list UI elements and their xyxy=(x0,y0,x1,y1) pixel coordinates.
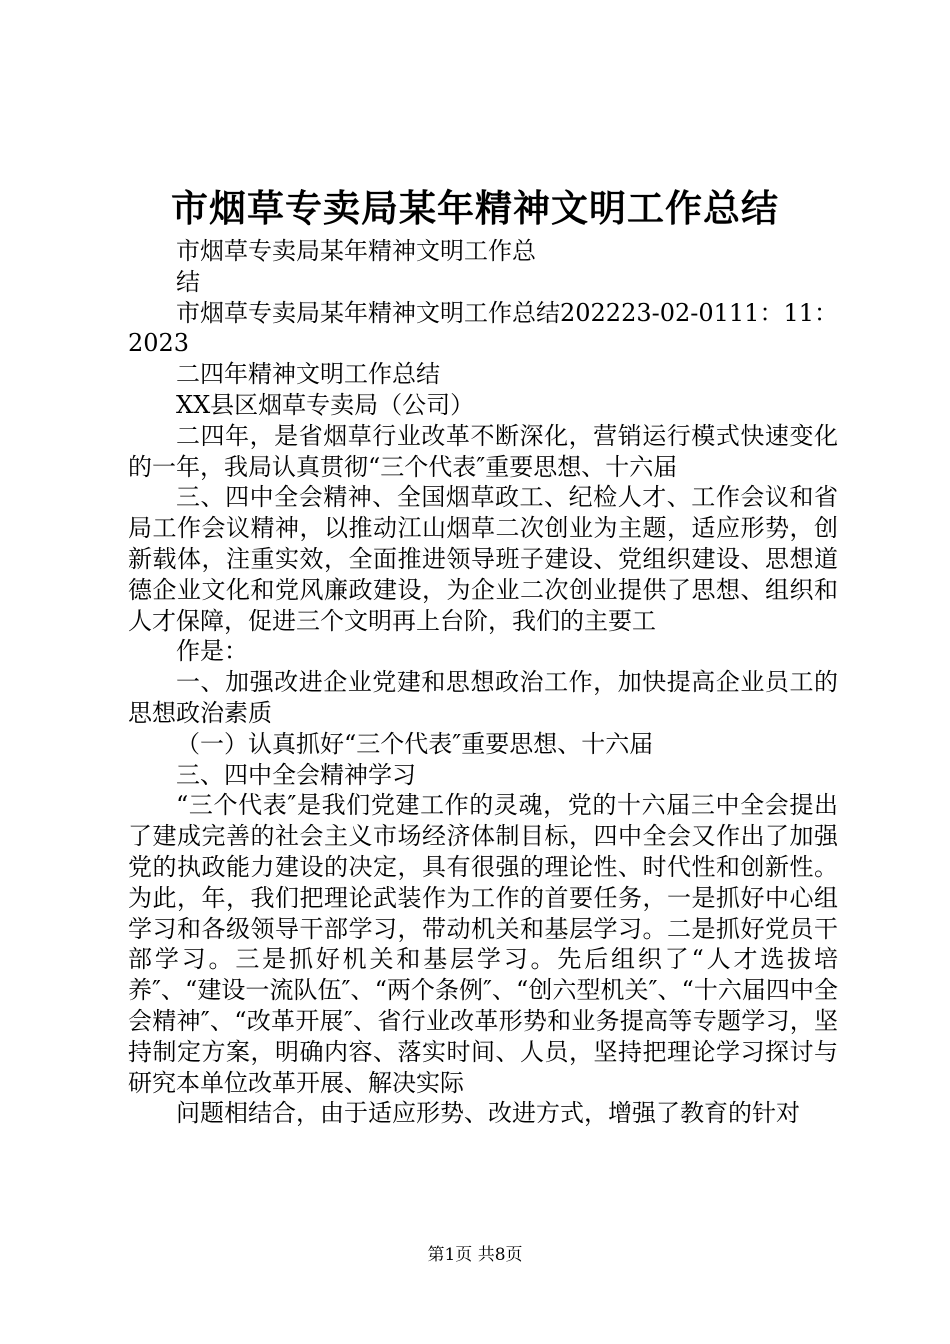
paragraph: 二四年，是省烟草行业改革不断深化，营销运行模式快速变化的一年，我局认真贯彻“三个代表″重要思想、十六届 xyxy=(128,421,838,481)
paragraph: 二四年精神文明工作总结 xyxy=(176,360,440,389)
paragraph: 三、四中全会精神、全国烟草政工、纪检人才、工作会议和省局工作会议精神，以推动江山烟草二次创业为主题，适应形势，创新载体，注重实效，全面推进领导班子建设、党组织建设、思想道德企业文化和党风廉政建设，为企业二次创业提供了思想、组织和人才保障，促进三个文明再上台阶，我们的主要工 xyxy=(128,483,838,635)
paragraph: 结 xyxy=(176,267,200,296)
paragraph: 一、加强改进企业党建和思想政治工作，加快提高企业员工的思想政治素质 xyxy=(128,668,838,727)
document-title: 市烟草专卖局某年精神文明工作总结 xyxy=(171,186,779,230)
paragraph: 三、四中全会精神学习 xyxy=(176,760,416,789)
paragraph: 市烟草专卖局某年精神文明工作总结202223-02-0111：11：2023 xyxy=(128,298,838,358)
paragraph: （一）认真抓好“三个代表″重要思想、十六届 xyxy=(176,729,654,758)
page-number-footer: 第1页 共8页 xyxy=(427,1245,523,1265)
paragraph: 市烟草专卖局某年精神文明工作总 xyxy=(176,237,536,265)
paragraph: “三个代表″是我们党建工作的灵魂，党的十六届三中全会提出了建成完善的社会主义市场经济体制目标，四中全会又作出了加强党的执政能力建设的决定，具有很强的理论性、时代性和创新性。为此，年，我们把理论武装作为工作的首要任务，一是抓好中心组学习和各级领导干部学习，带动机关和基层学习。二是抓好党员干部学习。三是抓好机关和基层学习。先后组织了“人才选拔培养″、“建设一流队伍″、“两个条例″、“创六型机关″、“十六届四中全会精神″、“改革开展″、省行业改革形势和业务提高等专题学习，坚持制定方案，明确内容、落实时间、人员，坚持把理论学习探讨与研究本单位改革开展、解决实际 xyxy=(128,791,838,1097)
paragraph: 问题相结合，由于适应形势、改进方式，增强了教育的针对 xyxy=(176,1099,800,1128)
paragraph: XX县区烟草专卖局（公司） xyxy=(176,390,475,419)
paragraph: 作是： xyxy=(176,637,248,666)
document-body xyxy=(128,236,838,1129)
